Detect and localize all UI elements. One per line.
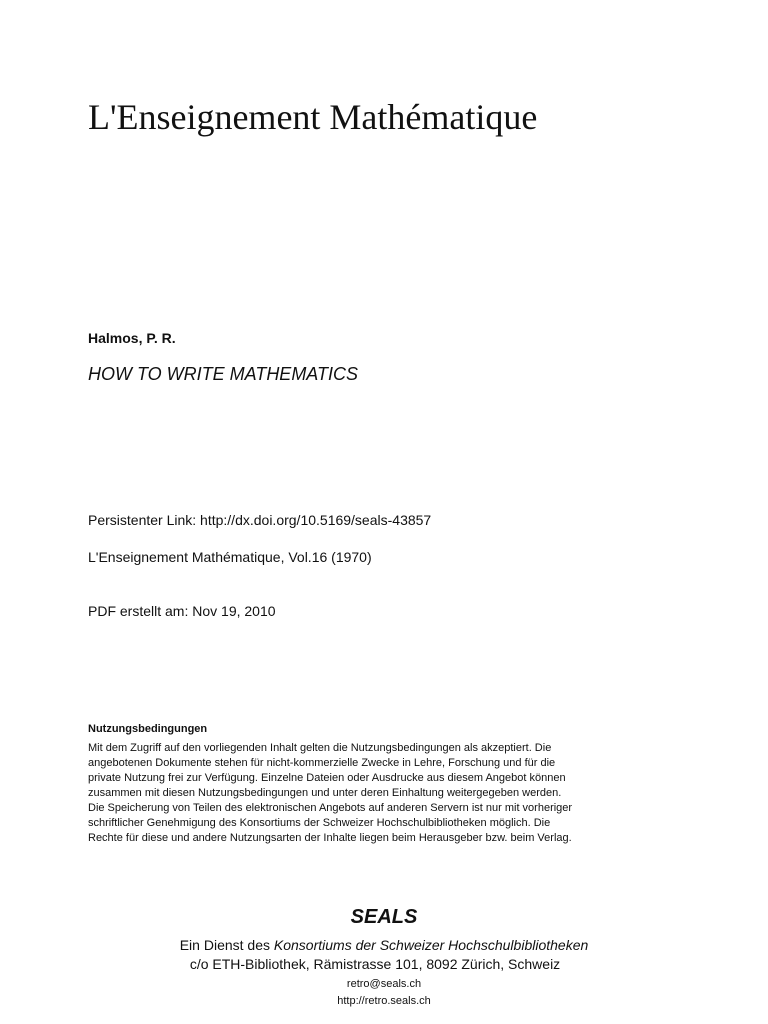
persistent-link[interactable]: Persistenter Link: http://dx.doi.org/10.5169/seals-43857 [88, 512, 432, 528]
address-line: c/o ETH-Bibliothek, Rämistrasse 101, 8092 Zürich, Schweiz [189, 956, 561, 972]
article-author: Halmos, P. R. [88, 330, 176, 346]
contact-email[interactable]: retro@seals.ch [346, 978, 422, 990]
website-link[interactable]: http://retro.seals.ch [337, 995, 431, 1007]
service-line [0, 937, 768, 953]
terms-line: Mit dem Zugriff auf den vorliegenden Inhalt gelten die Nutzungsbedingungen als akzeptiert. Die [88, 742, 552, 754]
citation: L'Enseignement Mathématique, Vol.16 (1970) [88, 549, 372, 565]
terms-heading: Nutzungsbedingungen [88, 723, 208, 735]
terms-line: zusammen mit diesen Nutzungsbedingungen und unter deren Einhaltung weitergegeben werden. [88, 787, 562, 799]
service-prefix: Ein Dienst des [179, 937, 274, 953]
terms-body [88, 741, 688, 846]
terms-line: angebotenen Dokumente stehen für nicht-kommerzielle Zwecke in Lehre, Forschung und für die [88, 757, 556, 769]
seals-name: SEALS [350, 906, 418, 928]
article-title: HOW TO WRITE MATHEMATICS [88, 364, 358, 384]
terms-line: schriftlicher Genehmigung des Konsortiums der Schweizer Hochschulbibliotheken möglich. Die [88, 817, 551, 829]
terms-line: private Nutzung frei zur Verfügung. Einzelne Dateien oder Ausdrucke aus diesem Angebot können [88, 772, 566, 784]
terms-line: Die Speicherung von Teilen des elektronischen Angebots auf anderen Servern ist nur mit vorheriger [88, 802, 573, 814]
terms-line: Rechte für diese und andere Nutzungsarten der Inhalte liegen beim Herausgeber bzw. beim Verlag. [88, 832, 572, 844]
journal-title: L'Enseignement Mathématique [88, 97, 538, 137]
service-organization: Konsortiums der Schweizer Hochschulbibliotheken [273, 937, 589, 953]
pdf-created-date: PDF erstellt am: Nov 19, 2010 [88, 603, 276, 619]
